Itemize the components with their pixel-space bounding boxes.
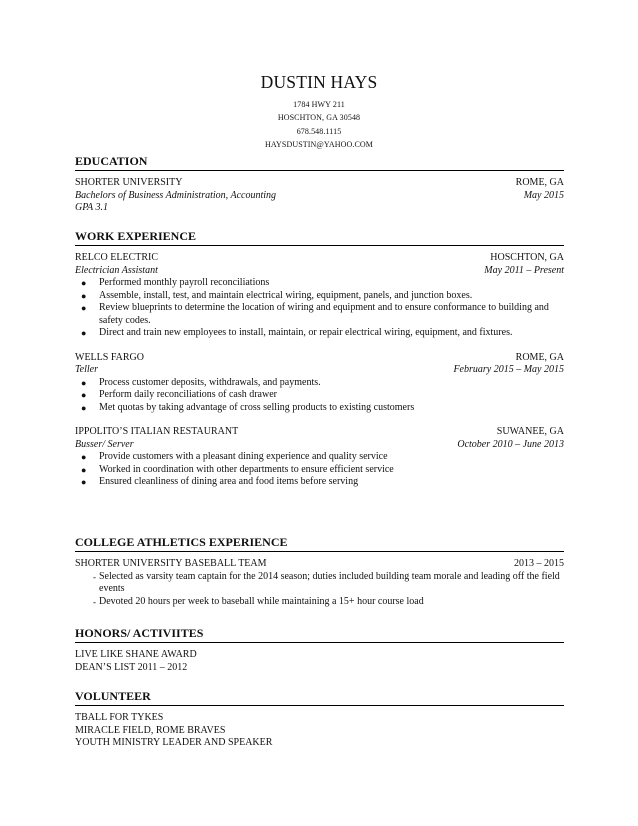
bullet-icon: ● — [81, 278, 87, 288]
bullet-icon: ● — [81, 377, 87, 388]
list-item: - Devoted 20 hours per week to baseball while maintaining a 15+ hour course load — [93, 595, 424, 607]
section-title-athletics: COLLEGE ATHLETICS EXPERIENCE — [75, 535, 564, 552]
list-item: MIRACLE FIELD, ROME BRAVES — [75, 724, 226, 736]
job-dates: May 2011 – Present — [484, 264, 564, 276]
education-gpa-row — [75, 202, 564, 215]
gpa: GPA 3.1 — [75, 202, 108, 213]
bullet-icon: ● — [81, 477, 87, 487]
bullet-icon: ● — [81, 290, 87, 301]
job-employer: WELLS FARGO — [75, 351, 144, 363]
resume-header — [0, 72, 638, 152]
job-dates: February 2015 – May 2015 — [453, 364, 564, 375]
job-entry — [75, 252, 564, 340]
list-item: ● Performed monthly payroll reconciliations — [81, 277, 270, 288]
graduation-date: May 2015 — [523, 189, 564, 201]
job-entry — [75, 352, 564, 415]
job-location: HOSCHTON, GA — [490, 252, 564, 263]
bullet-icon: ● — [81, 303, 87, 313]
bullet-icon: ● — [81, 328, 87, 338]
address-line-1: 1784 HWY 211 — [293, 100, 345, 109]
job-dates: October 2010 – June 2013 — [457, 438, 564, 450]
bullet-icon: ● — [81, 402, 87, 413]
address-line-2: HOSCHTON, GA 30548 — [277, 113, 361, 123]
candidate-name: DUSTIN HAYS — [260, 72, 378, 92]
list-item: DEAN’S LIST 2011 – 2012 — [75, 661, 188, 673]
list-item: ● Ensured cleanliness of dining area and food items before serving — [81, 476, 359, 487]
section-title-work: WORK EXPERIENCE — [75, 229, 564, 246]
list-item: ● Assemble, install, test, and maintain electrical wiring, equipment, panels, and junction boxes. — [81, 289, 473, 301]
list-item: YOUTH MINISTRY LEADER AND SPEAKER — [75, 737, 273, 748]
job-entry — [75, 426, 564, 489]
athletics-section — [75, 535, 564, 608]
education-degree-row — [75, 190, 564, 203]
section-title-education: EDUCATION — [75, 154, 564, 171]
team-name: SHORTER UNIVERSITY BASEBALL TEAM — [75, 558, 267, 569]
job-employer: IPPOLITO’S ITALIAN RESTAURANT — [75, 426, 239, 437]
job-employer: RELCO ELECTRIC — [75, 252, 159, 263]
section-title-honors: HONORS/ ACTIVIITES — [75, 626, 564, 643]
list-item: ● Perform daily reconciliations of cash drawer — [81, 389, 277, 400]
work-experience-section — [75, 229, 564, 489]
dash-icon: - — [93, 571, 96, 582]
team-dates: 2013 – 2015 — [514, 558, 564, 569]
phone-number: 678.548.1115 — [296, 126, 342, 136]
list-item: LIVE LIKE SHANE AWARD — [75, 649, 197, 660]
dash-icon: - — [93, 596, 96, 607]
email-address: HAYSDUSTIN@YAHOO.COM — [265, 140, 373, 150]
list-item: ● Process customer deposits, withdrawals, and payments. — [81, 376, 321, 388]
bullet-icon: ● — [81, 452, 87, 462]
list-item: ● Direct and train new employees to install, maintain, or repair electrical wiring, equipment, and fixtures. — [81, 327, 513, 338]
school-name: SHORTER UNIVERSITY — [75, 177, 183, 188]
education-section — [75, 154, 564, 215]
list-item: ● Met quotas by taking advantage of cross selling products to existing customers — [81, 401, 415, 413]
bullet-icon: ● — [81, 464, 87, 475]
list-item: ● Worked in coordination with other departments to ensure efficient service — [81, 463, 394, 475]
job-role: Teller — [75, 364, 98, 375]
degree: Bachelors of Business Administration, Accounting — [75, 189, 277, 201]
list-item: ● Review blueprints to determine the location of wiring and equipment and to ensure conformance to building and safety codes. — [81, 302, 549, 326]
job-role: Electrician Assistant — [75, 264, 158, 276]
job-location: SUWANEE, GA — [496, 426, 564, 437]
honors-section — [75, 626, 564, 674]
job-location: ROME, GA — [515, 351, 564, 363]
bullet-icon: ● — [81, 390, 87, 400]
list-item: ● Provide customers with a pleasant dining experience and quality service — [81, 451, 388, 462]
job-role: Busser/ Server — [75, 438, 134, 450]
list-item: - Selected as varsity team captain for the 2014 season; duties included building team morale and leading off the field events — [93, 570, 560, 594]
education-school-row — [75, 177, 564, 190]
volunteer-section — [75, 689, 564, 750]
list-item: TBALL FOR TYKES — [75, 712, 164, 723]
school-location: ROME, GA — [515, 177, 564, 188]
section-title-volunteer: VOLUNTEER — [75, 689, 564, 706]
